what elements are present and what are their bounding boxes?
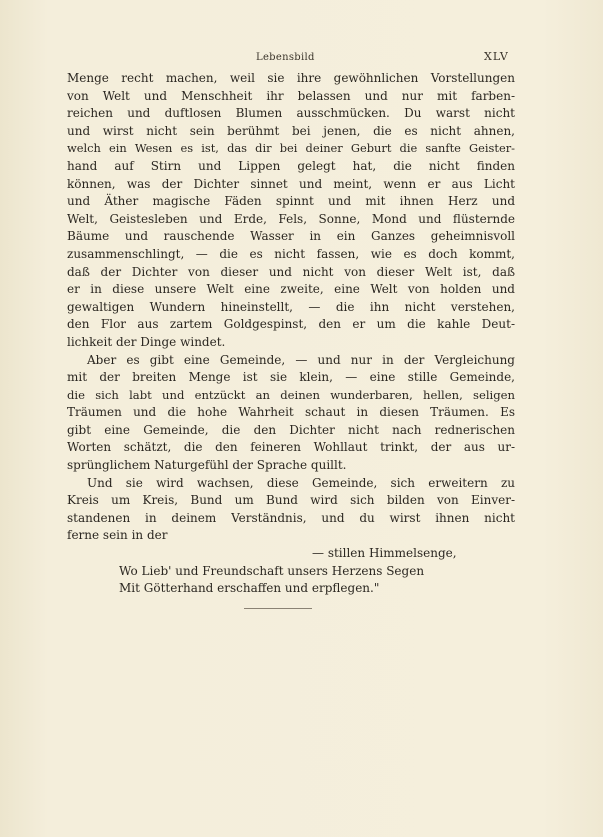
- text-line: gibt eine Gemeinde, die den Dichter nicht nach rednerischen: [67, 422, 515, 437]
- body-text: [67, 70, 515, 598]
- verse-line: — stillen Himmelsenge,: [312, 546, 457, 561]
- text-line: die sich labt und entzückt an deinen wunderbaren, hellen, seligen: [67, 387, 515, 402]
- text-line: lichkeit der Dinge windet.: [67, 334, 226, 349]
- text-line: Bäume und rauschende Wasser in ein Ganzes geheimnisvoll: [67, 229, 515, 244]
- text-line: können, was der Dichter sinnet und meint, wenn er aus Licht: [67, 176, 515, 191]
- running-title: Lebensbild: [256, 52, 315, 63]
- text-line: von Welt und Menschheit ihr belassen und nur mit farben-: [67, 88, 515, 103]
- text-line: und Äther magische Fäden spinnt und mit ihnen Herz und: [67, 194, 515, 209]
- text-line: Worten schätzt, die den feineren Wohllaut trinkt, der aus ur-: [67, 440, 515, 455]
- text-line: er in diese unsere Welt eine zweite, eine Welt von holden und: [67, 282, 515, 297]
- text-line: Und sie wird wachsen, diese Gemeinde, sich erweitern zu: [87, 475, 515, 490]
- paragraph-3: [67, 475, 515, 545]
- text-line: welch ein Wesen es ist, das dir bei deiner Geburt die sanfte Geister-: [67, 141, 515, 156]
- page-number: XLV: [484, 50, 509, 63]
- text-line: den Flor aus zartem Goldgespinst, den er um die kahle Deut-: [67, 317, 515, 332]
- text-line: reichen und duftlosen Blumen ausschmücken. Du warst nicht: [67, 106, 515, 121]
- paragraph-2: [67, 352, 515, 475]
- text-line: zusammenschlingt, — die es nicht fassen, wie es doch kommt,: [67, 246, 515, 261]
- text-line: mit der breiten Menge ist sie klein, — eine stille Gemeinde,: [67, 370, 515, 385]
- text-line: daß der Dichter von dieser und nicht von dieser Welt ist, daß: [67, 264, 515, 279]
- text-line: Kreis um Kreis, Bund um Bund wird sich bilden von Einver-: [67, 493, 515, 508]
- text-line: Welt, Geistesleben und Erde, Fels, Sonne, Mond und flüsternde: [67, 211, 515, 226]
- text-line: Menge recht machen, weil sie ihre gewöhnlichen Vorstellungen: [67, 71, 515, 85]
- section-divider: [244, 608, 312, 609]
- text-line: Träumen und die hohe Wahrheit schaut in diesen Träumen. Es: [67, 405, 515, 420]
- text-line: sprünglichem Naturgefühl der Sprache quillt.: [67, 458, 347, 473]
- text-line: und wirst nicht sein berühmt bei jenen, die es nicht ahnen,: [67, 123, 515, 138]
- verse-line: Wo Lieb' und Freundschaft unsers Herzens Segen: [119, 563, 425, 578]
- verse-quote: [67, 545, 515, 598]
- text-line: hand auf Stirn und Lippen gelegt hat, die nicht finden: [67, 158, 515, 173]
- text-line: gewaltigen Wundern hineinstellt, — die ihn nicht verstehen,: [67, 299, 515, 314]
- text-line: standenen in deinem Verständnis, und du wirst ihnen nicht: [67, 510, 515, 525]
- paragraph-1: [67, 70, 515, 352]
- verse-line: Mit Götterhand erschaffen und erpflegen.": [119, 581, 380, 596]
- text-line: Aber es gibt eine Gemeinde, — und nur in der Vergleichung: [87, 352, 515, 367]
- text-line: ferne sein in der: [67, 528, 168, 543]
